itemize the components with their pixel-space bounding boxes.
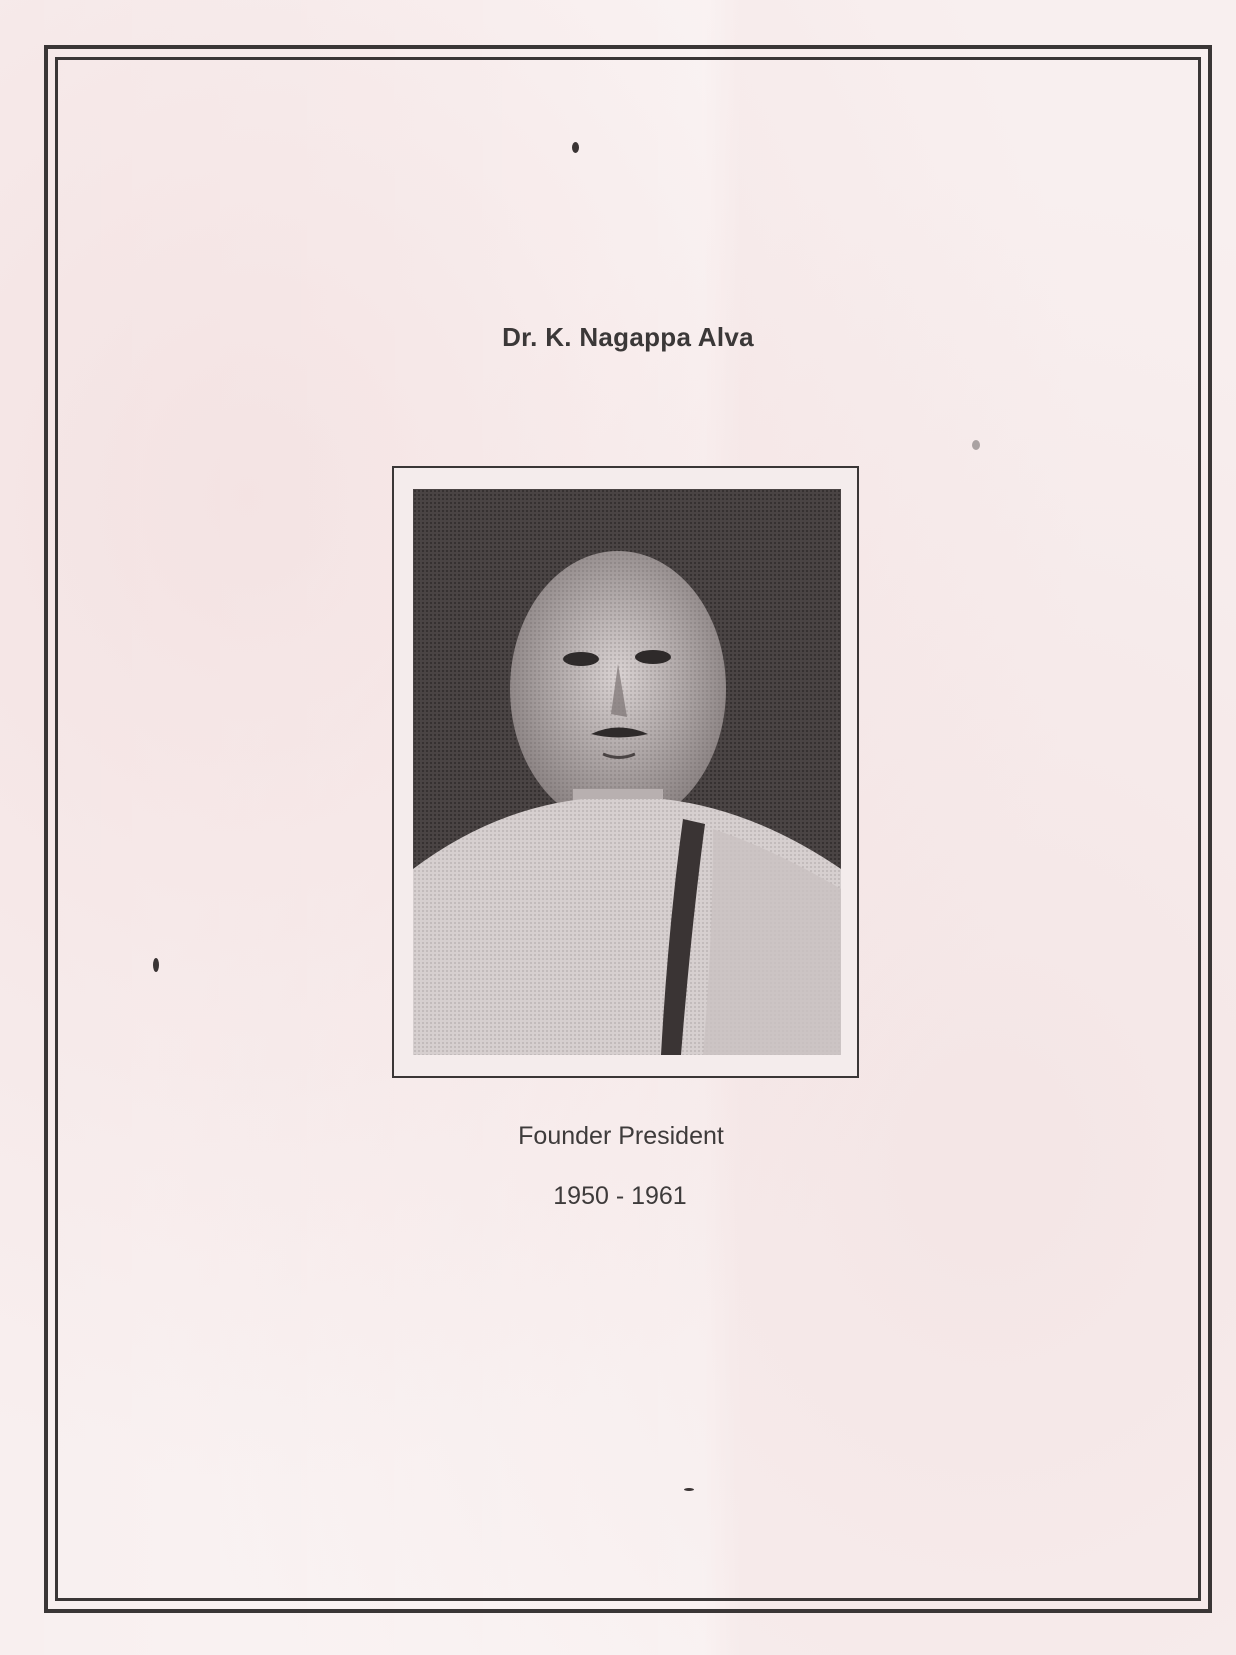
person-name: Dr. K. Nagappa Alva <box>502 322 754 352</box>
paper-speck <box>684 1488 694 1491</box>
portrait-photo <box>413 489 841 1055</box>
paper-speck <box>572 142 579 153</box>
role-caption: Founder President <box>518 1122 724 1150</box>
paper-speck <box>153 958 159 972</box>
photo-frame <box>392 466 859 1078</box>
years-caption: 1950 - 1961 <box>553 1182 687 1210</box>
paper-speck <box>972 440 980 450</box>
